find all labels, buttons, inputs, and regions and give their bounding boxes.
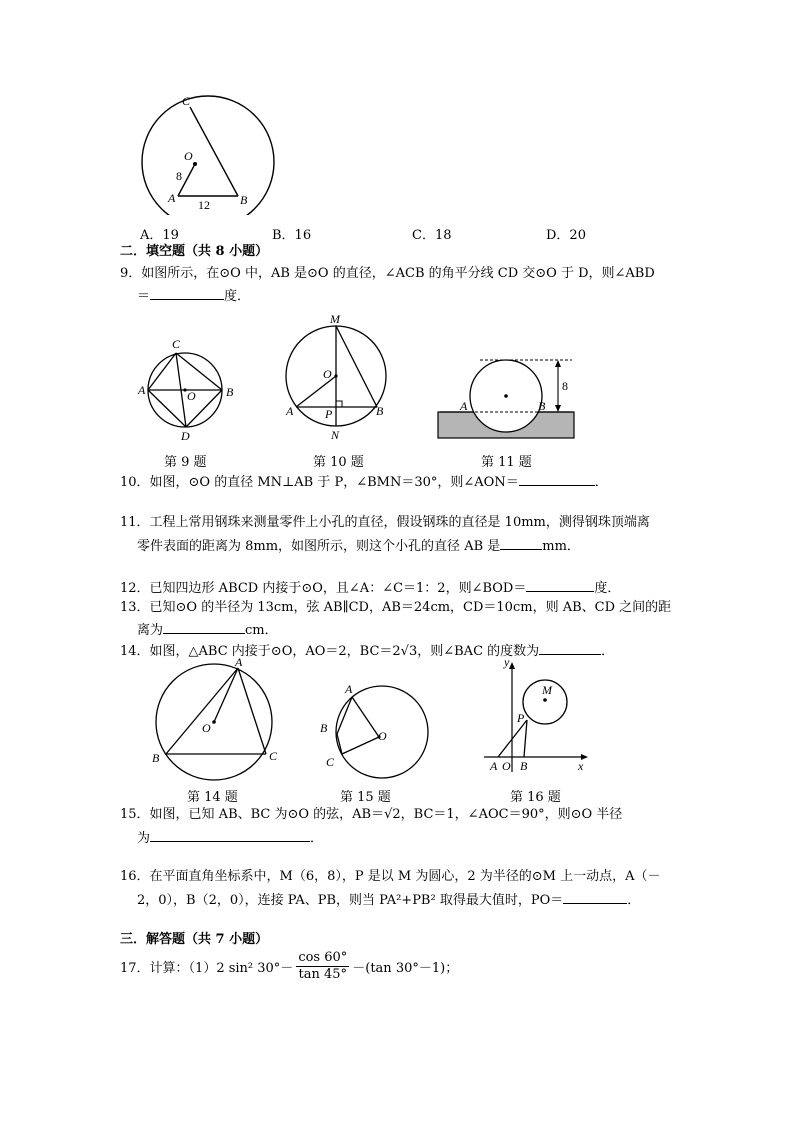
fig10-label-n: N: [331, 428, 340, 442]
fig15-caption: 第 15 题: [340, 790, 391, 805]
fig16: [480, 654, 600, 776]
q8-choice-c: C．18: [412, 228, 452, 243]
fig11-caption: 第 11 题: [481, 455, 532, 470]
q13-line1: 13．已知⊙O 的半径为 13cm，弦 AB∥CD，AB＝24cm，CD＝10cm，则 AB、CD 之间的距: [120, 600, 672, 615]
q12: 12．已知四边形 ABCD 内接于⊙O，且∠A：∠C＝1：2，则∠BOD＝ 度．: [120, 578, 620, 598]
q13-line2: 离为 cm．: [137, 620, 278, 640]
q17: 17．计算：（1）2 sin² 30°－ $\frac{\cos 60^\circ}{\tan 45^\circ}$ －(tan 30°－1)；: [120, 950, 459, 982]
fig16-label-b: B: [520, 759, 528, 773]
q11-line2: 零件表面的距离为 8mm，如图所示，则这个小孔的直径 AB 是 mm．: [137, 536, 580, 556]
q10: 10．如图，⊙O 的直径 MN⊥AB 于 P，∠BMN＝30°，则∠AON＝ ．: [120, 472, 608, 492]
fig14-caption: 第 14 题: [187, 790, 238, 805]
fig16-label-a: A: [490, 759, 498, 773]
fig10-label-a: A: [286, 404, 294, 418]
fig9-label-a: A: [138, 383, 146, 397]
q8-label-c: C: [182, 94, 191, 108]
fig11: [430, 350, 590, 445]
q15-line1: 15．如图，已知 AB、BC 为⊙O 的弦，AB＝√2，BC＝1，∠AOC＝90°，则⊙O 半径: [120, 807, 623, 822]
fig10-label-o: O: [323, 367, 332, 381]
fig11-label-h: 8: [562, 379, 568, 393]
fig15-label-c: C: [326, 755, 335, 769]
fig14-label-o: O: [202, 721, 211, 735]
fig16-label-x: x: [578, 759, 584, 773]
q8-label-8: 8: [176, 169, 182, 183]
q15-line2: 为 ．: [137, 828, 323, 848]
section3-title: 三．解答题（共 7 小题）: [120, 932, 269, 947]
fig9-label-d: D: [181, 429, 190, 443]
q8-label-b: B: [240, 193, 248, 207]
q17-fraction: $\frac{\cos 60^\circ}{\tan 45^\circ}$: [298, 950, 348, 982]
q8-label-a: A: [168, 191, 176, 205]
q8-choice-a: A．19: [140, 228, 179, 243]
q8-choice-b: B．16: [272, 228, 312, 243]
q8-figure: [130, 90, 290, 215]
q8-label-12: 12: [198, 198, 210, 212]
fig10: [280, 312, 390, 446]
section2-title: 二．填空题（共 8 小题）: [120, 244, 269, 259]
fig10-label-m: M: [330, 312, 340, 326]
q8-label-o: O: [184, 149, 193, 163]
q14: 14．如图，△ABC 内接于⊙O，AO＝2，BC＝2√3，则∠BAC 的度数为 ．: [120, 641, 614, 661]
fig9: [134, 334, 244, 444]
fig16-label-y: y: [504, 655, 510, 669]
fig10-label-p: P: [325, 407, 333, 421]
q16-line2: 2，0），B（2，0），连接 PA、PB，则当 PA²+PB² 取得最大值时，PO＝ ．: [137, 890, 640, 910]
q9-line2: ＝ 度．: [137, 286, 250, 306]
q16-line1: 16．在平面直角坐标系中，M（6，8），P 是以 M 为圆心，2 为半径的⊙M 上一动点，A（－: [120, 869, 661, 884]
fig16-label-m: M: [542, 683, 552, 697]
fig16-label-p: P: [517, 711, 525, 725]
fig16-caption: 第 16 题: [510, 790, 561, 805]
q8-choice-d: D．20: [546, 228, 586, 243]
fig9-label-o: O: [187, 389, 196, 403]
fig14: [146, 656, 286, 786]
fig15-label-o: O: [378, 729, 387, 743]
fig14-label-b: B: [152, 751, 160, 765]
fig15-label-a: A: [345, 682, 353, 696]
q9-line1: 9．如图所示，在⊙O 中，AB 是⊙O 的直径，∠ACB 的角平分线 CD 交⊙O 于 D，则∠ABD: [120, 266, 655, 281]
fig9-label-c: C: [172, 337, 181, 351]
fig9-label-b: B: [226, 385, 234, 399]
fig14-label-a: A: [235, 656, 243, 669]
fig15: [312, 680, 432, 780]
fig11-label-a: A: [460, 399, 468, 413]
fig10-label-b: B: [376, 404, 384, 418]
q11-line1: 11．工程上常用钢珠来测量零件上小孔的直径，假设钢珠的直径是 10mm，测得钢珠顶端离: [120, 515, 650, 530]
fig9-caption: 第 9 题: [164, 455, 207, 470]
fig15-label-b: B: [320, 721, 328, 735]
fig16-label-o: O: [502, 759, 511, 773]
fig14-label-c: C: [269, 749, 278, 763]
fig10-caption: 第 10 题: [313, 455, 364, 470]
fig11-label-b: B: [538, 399, 546, 413]
